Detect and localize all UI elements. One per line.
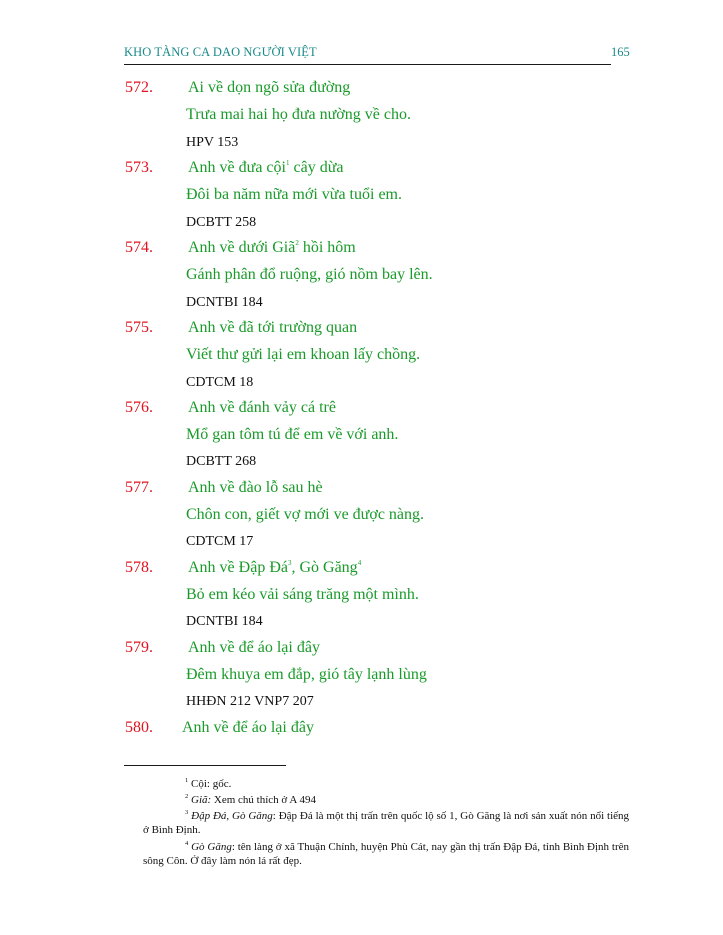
verse-line-1 <box>188 559 361 577</box>
source-ref: DCBTT 268 <box>186 454 257 469</box>
footnote-2 <box>143 793 629 807</box>
footnote-3 <box>143 809 629 837</box>
footnote-text: Xem chú thích ở A 494 <box>211 794 316 806</box>
verse-line-2: Đêm khuya em đắp, gió tây lạnh lùng <box>186 666 427 683</box>
verse-line-2: Gánh phân đổ ruộng, gió nồm bay lên. <box>186 266 433 283</box>
source-ref: HPV 153 <box>186 135 239 150</box>
entry-number: 573. <box>125 159 153 176</box>
footnote-mark: 4 <box>185 840 189 847</box>
verse-line-1 <box>188 239 356 257</box>
footnote-1 <box>143 777 629 791</box>
footnote-divider <box>124 765 286 766</box>
verse-line-1: Ai về dọn ngõ sửa đường <box>188 79 351 96</box>
footnote-term: Giã: <box>191 794 212 806</box>
footnote-term: Đập Đá, Gò Găng <box>191 810 273 822</box>
entry-number: 580. <box>125 719 153 736</box>
verse-text: cây dừa <box>289 159 344 176</box>
entry-number: 579. <box>125 639 153 656</box>
verse-line-1: Anh về đào lỗ sau hè <box>188 479 323 496</box>
verse-line-1: Anh về để áo lại đây <box>182 719 314 736</box>
verse-line-1: Anh về đã tới trường quan <box>188 319 358 336</box>
verse-line-1: Anh về đánh vảy cá trê <box>188 399 336 416</box>
source-ref: CDTCM 18 <box>186 375 254 390</box>
running-header <box>124 44 630 65</box>
verse-text: Anh về đưa cội <box>188 159 286 176</box>
entry-number: 574. <box>125 239 153 256</box>
verse-line-2: Trưa mai hai họ đưa nường về cho. <box>186 106 411 123</box>
source-ref: DCNTBI 184 <box>186 295 263 310</box>
verse-line-1: Anh về để áo lại đây <box>188 639 320 656</box>
verse-text: hồi hôm <box>298 239 356 256</box>
entry-number: 572. <box>125 79 153 96</box>
footnote-term: Gò Găng <box>191 841 232 853</box>
page-number: 165 <box>611 45 630 59</box>
verse-line-2: Viết thư gửi lại em khoan lấy chồng. <box>186 346 421 363</box>
footnote-text: Cội: gốc. <box>188 778 232 790</box>
entry-number: 578. <box>125 559 153 576</box>
source-ref: DCNTBI 184 <box>186 614 263 629</box>
footnote-4 <box>143 840 629 868</box>
entry-number: 576. <box>125 399 153 416</box>
footnote-text: : Đập Đá là một thị trấn trên quốc lộ số 1, Gò Găng là nơi sản xuất nón nổi tiếng ở Bình Định. <box>143 810 630 836</box>
source-ref: DCBTT 258 <box>186 215 257 230</box>
source-ref: HHĐN 212 VNP7 207 <box>186 694 314 709</box>
verse-line-2: Đôi ba năm nữa mới vừa tuổi em. <box>186 186 402 203</box>
footnote-ref: 3 <box>287 559 292 567</box>
footnote-text: : tên làng ở xã Thuận Chính, huyện Phù Cát, nay gần thị trấn Đập Đá, tỉnh Bình Định trên sông Côn. Ở đây làm nón lá rất đẹp. <box>143 841 629 867</box>
footnote-ref: 1 <box>285 159 290 167</box>
source-ref: CDTCM 17 <box>186 534 254 549</box>
verse-line-2: Bỏ em kéo vải sáng trăng một mình. <box>186 586 419 603</box>
entry-number: 577. <box>125 479 153 496</box>
footnote-mark: 3 <box>185 809 189 816</box>
footnote-ref: 4 <box>357 559 362 567</box>
book-title: KHO TÀNG CA DAO NGƯỜI VIỆT <box>124 45 317 59</box>
footnote-mark: 1 <box>185 777 189 784</box>
verse-text: Anh về dưới Giã <box>188 239 296 256</box>
verse-line-2: Mổ gan tôm tú để em về với anh. <box>186 426 399 443</box>
verse-text: Anh về Đập Đá <box>188 559 288 576</box>
verse-line-2: Chôn con, giết vợ mới ve được nàng. <box>186 506 425 523</box>
footnote-mark: 2 <box>185 793 189 800</box>
verse-line-1 <box>188 159 343 177</box>
footnote-ref: 2 <box>295 239 299 247</box>
verse-text: , Gò Găng <box>291 559 358 576</box>
entry-number: 575. <box>125 319 153 336</box>
